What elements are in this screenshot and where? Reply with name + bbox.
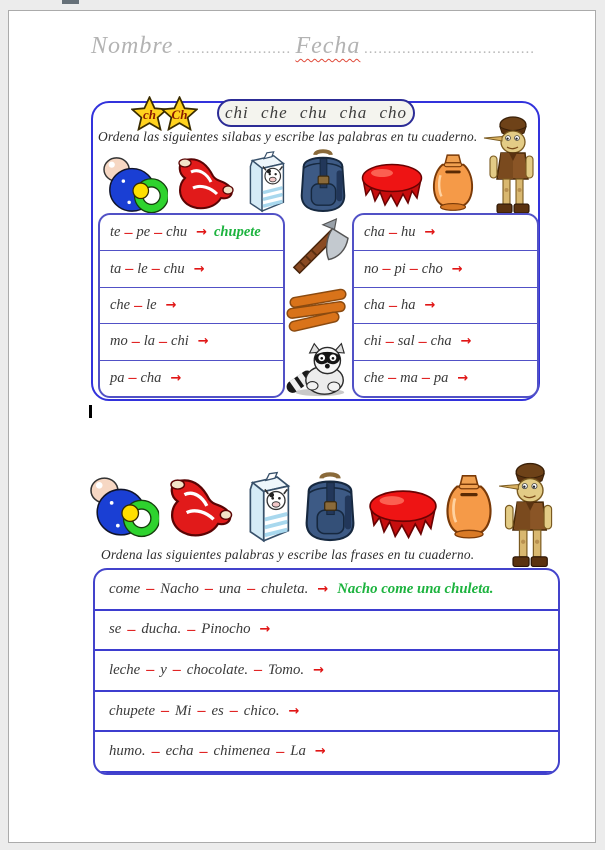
answer-text: chupete <box>214 224 261 241</box>
word-token: pi <box>394 260 406 277</box>
worksheet-page[interactable] <box>8 10 596 843</box>
dash-separator: – <box>146 661 155 679</box>
word-token: Mi <box>175 702 192 719</box>
dash-separator: – <box>187 620 196 638</box>
arrow-icon: → <box>457 370 469 386</box>
word-token: mo <box>110 333 128 350</box>
word-token: cha <box>364 224 385 241</box>
word-token: hu <box>400 224 416 241</box>
fecha-dotted-line: .................................... <box>364 41 536 57</box>
word-token: chico. <box>243 702 280 719</box>
dash-separator: – <box>418 332 427 350</box>
star-icon <box>161 96 198 131</box>
dash-separator: – <box>388 369 397 387</box>
dash-separator: – <box>128 369 137 387</box>
pinocchio-image <box>498 460 558 570</box>
arrow-icon: → <box>197 334 209 350</box>
arrow-icon: → <box>288 703 300 719</box>
arrow-icon: → <box>170 370 182 386</box>
word-token: chupete <box>109 702 156 719</box>
word-token: ma <box>400 369 418 386</box>
name-date-line <box>91 33 535 60</box>
sentence-row <box>95 692 558 733</box>
syllables-title: chi che chu cha cho <box>217 99 415 127</box>
ch-star-badges <box>131 96 198 131</box>
dash-separator: – <box>134 296 143 314</box>
syllable-row <box>100 324 283 360</box>
syllable-row <box>354 361 537 396</box>
word-token: es <box>211 702 224 719</box>
nombre-label: Nombre <box>91 33 174 59</box>
word-token: come <box>109 580 141 597</box>
raccoon-image <box>284 339 352 397</box>
milk-carton-image <box>238 467 294 543</box>
dash-separator: – <box>172 661 181 679</box>
syllable-row <box>354 288 537 324</box>
arrow-icon: → <box>259 622 271 638</box>
bottle-cap-image <box>366 485 440 543</box>
dash-separator: – <box>388 296 397 314</box>
syllable-row <box>354 324 537 360</box>
word-token: chi <box>171 333 189 350</box>
word-token: cha <box>430 333 452 350</box>
syllable-table-right <box>352 213 539 398</box>
pacifier-image <box>86 475 160 539</box>
word-token: Tomo. <box>268 661 305 678</box>
money-box-image <box>442 471 496 541</box>
axe-image <box>286 217 350 277</box>
dash-separator: – <box>124 223 133 241</box>
window-edge-fragment <box>62 0 79 4</box>
dash-separator: – <box>161 702 170 720</box>
sentence-row <box>95 651 558 692</box>
syllable-row <box>100 251 283 287</box>
dash-separator: – <box>125 260 134 278</box>
pacifier-image <box>99 155 169 215</box>
dash-separator: – <box>154 223 163 241</box>
dash-separator: – <box>197 702 206 720</box>
dash-separator: – <box>151 260 160 278</box>
word-token: chimenea <box>213 743 271 760</box>
bottle-cap-image <box>359 159 425 211</box>
text-cursor <box>89 405 92 418</box>
milk-carton-image <box>239 147 289 213</box>
word-token: la <box>143 333 156 350</box>
money-box-image <box>429 151 477 213</box>
word-token: Nacho <box>160 580 199 597</box>
fecha-label: Fecha <box>295 33 361 59</box>
word-token: te <box>110 224 121 241</box>
word-token: cha <box>364 297 385 314</box>
dash-separator: – <box>409 260 418 278</box>
arrow-icon: → <box>424 225 436 241</box>
word-token: cha <box>140 369 162 386</box>
word-token: y <box>160 661 167 678</box>
word-token: cho <box>421 260 443 277</box>
syllable-row <box>354 215 537 251</box>
word-token: pa <box>110 369 125 386</box>
syllables-exercise-box <box>91 101 540 401</box>
svg-text:Ch: Ch <box>171 106 188 122</box>
arrow-icon: → <box>165 298 177 314</box>
dash-separator: – <box>151 742 160 760</box>
arrow-icon: → <box>451 261 463 277</box>
word-token: ha <box>400 297 416 314</box>
syllable-row <box>100 361 283 396</box>
syllable-row <box>100 215 283 251</box>
dash-separator: – <box>146 580 155 598</box>
sentence-row <box>95 732 558 773</box>
dash-separator: – <box>276 742 285 760</box>
dash-separator: – <box>127 620 136 638</box>
word-token: pa <box>433 369 449 386</box>
word-token: che <box>364 369 385 386</box>
sentence-row <box>95 611 558 652</box>
word-token: chu <box>163 260 185 277</box>
meat-chop-image <box>171 153 237 213</box>
sentence-row <box>95 570 558 611</box>
dash-separator: – <box>385 332 394 350</box>
word-token: no <box>364 260 379 277</box>
word-token: se <box>109 621 122 638</box>
word-token: chocolate. <box>186 661 249 678</box>
word-token: pe <box>136 224 151 241</box>
meat-chop-image <box>162 473 236 541</box>
dash-separator: – <box>199 742 208 760</box>
dash-separator: – <box>254 661 263 679</box>
answer-text: Nacho come una chuleta. <box>337 580 494 597</box>
word-token: leche <box>109 661 141 678</box>
dash-separator: – <box>229 702 238 720</box>
arrow-icon: → <box>317 581 329 597</box>
word-token: ta <box>110 260 122 277</box>
backpack-image <box>296 469 364 543</box>
dash-separator: – <box>382 260 391 278</box>
arrow-icon: → <box>196 225 207 241</box>
arrow-icon: → <box>313 662 324 678</box>
word-token: humo. <box>109 743 146 760</box>
sentence-table <box>93 568 560 775</box>
word-token: ducha. <box>141 621 182 638</box>
dash-separator: – <box>421 369 430 387</box>
word-token: Pinocho <box>201 621 251 638</box>
churros-image <box>285 285 351 333</box>
syllable-row <box>100 288 283 324</box>
word-token: sal <box>397 333 415 350</box>
nombre-dotted-line: ........................ <box>177 41 292 57</box>
instruction-sentences: Ordena las siguientes palabras y escribe las frases en tu cuaderno. <box>101 547 475 562</box>
pinocchio-image <box>483 114 539 216</box>
instruction-syllables: Ordena las siguientes silabas y escribe las palabras en tu cuaderno. <box>98 129 478 144</box>
word-token: le <box>137 260 148 277</box>
arrow-icon: → <box>193 261 205 277</box>
word-token: una <box>218 580 242 597</box>
svg-text:ch: ch <box>142 106 157 122</box>
dash-separator: – <box>388 223 397 241</box>
syllable-row <box>354 251 537 287</box>
dash-separator: – <box>159 332 168 350</box>
dash-separator: – <box>204 580 213 598</box>
backpack-image <box>292 147 354 213</box>
arrow-icon: → <box>314 744 326 760</box>
word-token: echa <box>165 743 194 760</box>
word-token: chuleta. <box>261 580 309 597</box>
word-token: chi <box>364 333 382 350</box>
arrow-icon: → <box>460 334 472 350</box>
word-token: La <box>290 743 306 760</box>
word-token: le <box>146 297 157 314</box>
dash-separator: – <box>247 580 256 598</box>
syllable-table-left <box>98 213 285 398</box>
word-token: chu <box>166 224 188 241</box>
word-token: che <box>110 297 131 314</box>
dash-separator: – <box>131 332 140 350</box>
arrow-icon: → <box>424 298 436 314</box>
